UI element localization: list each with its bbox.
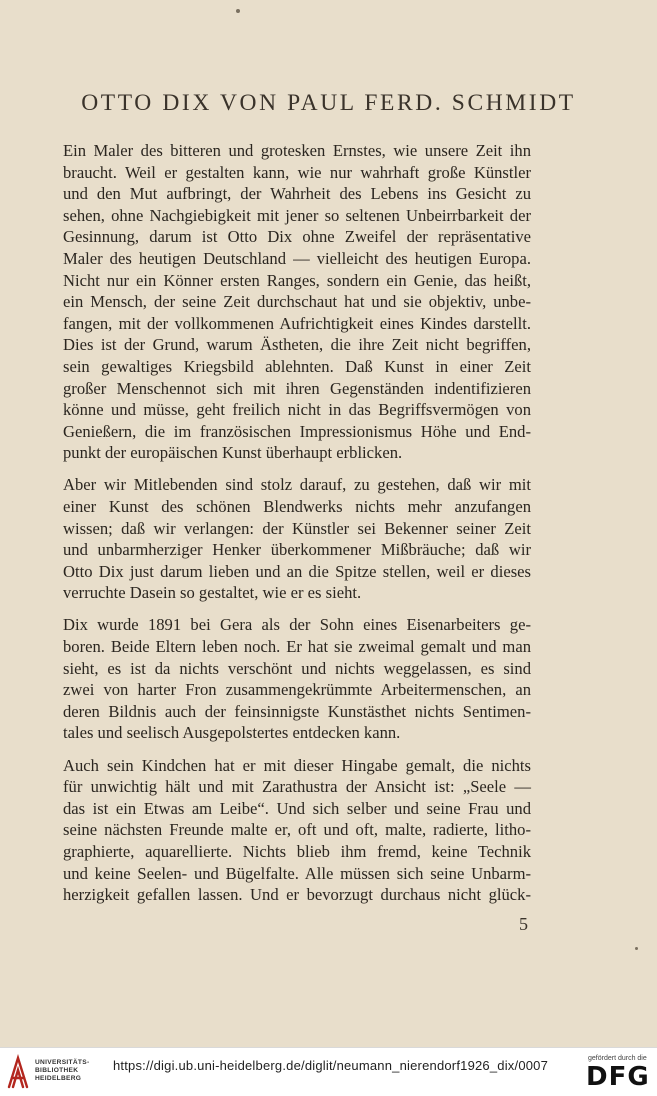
text-line: tales und seelisch Ausgepolstertes entdecken kann.: [63, 723, 401, 743]
text-line: wissen; daß wir verlangen: der Künstler sei Bekenner seiner Zeit: [63, 518, 531, 538]
library-name-line: UNIVERSITÄTS-: [35, 1059, 90, 1066]
permalink-url[interactable]: https://digi.ub.uni-heidelberg.de/diglit/neumann_nierendorf1926_dix/0007: [113, 1058, 549, 1073]
text-line: fangen, mit der vollkommenen Aufrichtigkeit eines Kindes darstellt.: [63, 313, 531, 333]
text-line: deren Bildnis auch der feinsinnigste Kunstästhet nichts Sentimen-: [63, 701, 531, 721]
ink-speck: [236, 9, 240, 13]
dfg-caption: gefördert durch die: [588, 1055, 647, 1062]
text-line: braucht. Weil er gestalten kann, wie nur wahrhaft große Künstler: [63, 162, 531, 182]
library-name-line: BIBLIOTHEK: [35, 1067, 79, 1074]
text-line: Nicht nur ein Könner ersten Ranges, sondern ein Genie, das heißt,: [63, 270, 531, 290]
text-line: seine nächsten Freunde malte er, oft und oft, malte, radierte, litho-: [63, 820, 531, 840]
text-line: herzigkeit gefallen lassen. Und er bevorzugt durchaus nicht glück-: [63, 885, 531, 905]
text-line: Gesinnung, darum ist Otto Dix ohne Zweifel der repräsentative: [63, 227, 531, 247]
text-line: Genießern, die im französischen Impressionismus Höhe und End-: [63, 421, 531, 441]
text-line: könne und müsse, geht freilich nicht in das Begriffsvermögen von: [63, 400, 531, 420]
text-line: großer Menschennot sich mit ihren Gegenständen indentifizieren: [63, 378, 531, 398]
text-line: sein gewaltiges Kriegsbild ablehnten. Daß Kunst in einer Zeit: [63, 356, 531, 376]
paragraph: [63, 755, 531, 906]
text-line: und keine Seelen- und Bügelfalte. Alle müssen sich seine Unbarm-: [63, 863, 531, 883]
text-line: graphierte, aquarellierte. Nichts blieb ihm fremd, keine Technik: [63, 841, 531, 861]
ink-speck: [635, 947, 638, 950]
text-line: einer Kunst des schönen Blendwerks nichts mehr anzufangen: [63, 497, 531, 516]
text-line: verruchte Dasein so gestaltet, wie er es sieht.: [63, 583, 362, 603]
text-line: Aber wir Mitlebenden sind stolz darauf, zu gestehen, daß wir mit: [63, 475, 531, 495]
text-line: Dix wurde 1891 bei Gera als der Sohn eines Eisenarbeiters ge-: [63, 615, 531, 635]
text-line: Otto Dix just darum lieben und an die Spitze stellen, weil er dieses: [63, 561, 531, 581]
text-line: Dies ist der Grund, warum Ästheten, die ihre Zeit nicht begriffen,: [63, 335, 531, 355]
text-line: Maler des heutigen Deutschland — vielleicht des heutigen Europa.: [63, 248, 531, 268]
page-number: 5: [519, 914, 528, 934]
paragraph: [63, 140, 531, 464]
text-line: ein Mensch, der seine Zeit durchschaut hat und sie objektiv, unbe-: [63, 292, 531, 312]
text-line: das ist ein Etwas am Leibe“. Und sich selber und seine Frau und: [63, 798, 531, 818]
page-title: OTTO DIX VON PAUL FERD. SCHMIDT: [81, 90, 576, 116]
text-line: und unbarmherziger Henker überkommener Mißbräuche; daß wir: [63, 540, 531, 560]
text-line: boren. Beide Eltern leben noch. Er hat sie zweimal gemalt und man: [63, 637, 531, 657]
paragraph: [63, 474, 531, 604]
text-line: sieht, es ist da nichts verschönt und nichts weggelassen, es sind: [63, 658, 531, 678]
library-name-line: HEIDELBERG: [35, 1075, 82, 1082]
ub-heidelberg-logo-icon[interactable]: [6, 1054, 30, 1090]
library-name[interactable]: [35, 1059, 89, 1083]
dfg-logo[interactable]: DFG: [586, 1062, 650, 1092]
text-line: punkt der europäischen Kunst überhaupt erblicken.: [63, 443, 403, 463]
text-line: für unwichtig hält und mit Zarathustra der Ansicht ist: „Seele —: [63, 777, 531, 797]
text-line: zwei von harter Fron zusammengekrümmte Arbeitermenschen, an: [63, 680, 531, 700]
body-text: [63, 140, 531, 906]
viewer-footer: [0, 1047, 657, 1096]
text-line: sehen, ohne Nachgiebigkeit mit jener so seltenen Unbeirrbarkeit der: [63, 205, 531, 225]
text-line: Auch sein Kindchen hat er mit dieser Hingabe gemalt, die nichts: [63, 755, 531, 775]
text-line: und den Mut aufbringt, der Wahrheit des Lebens ins Gesicht zu: [63, 184, 531, 204]
paragraph: [63, 614, 531, 744]
text-line: Ein Maler des bitteren und grotesken Ernstes, wie unsere Zeit ihn: [63, 141, 531, 160]
